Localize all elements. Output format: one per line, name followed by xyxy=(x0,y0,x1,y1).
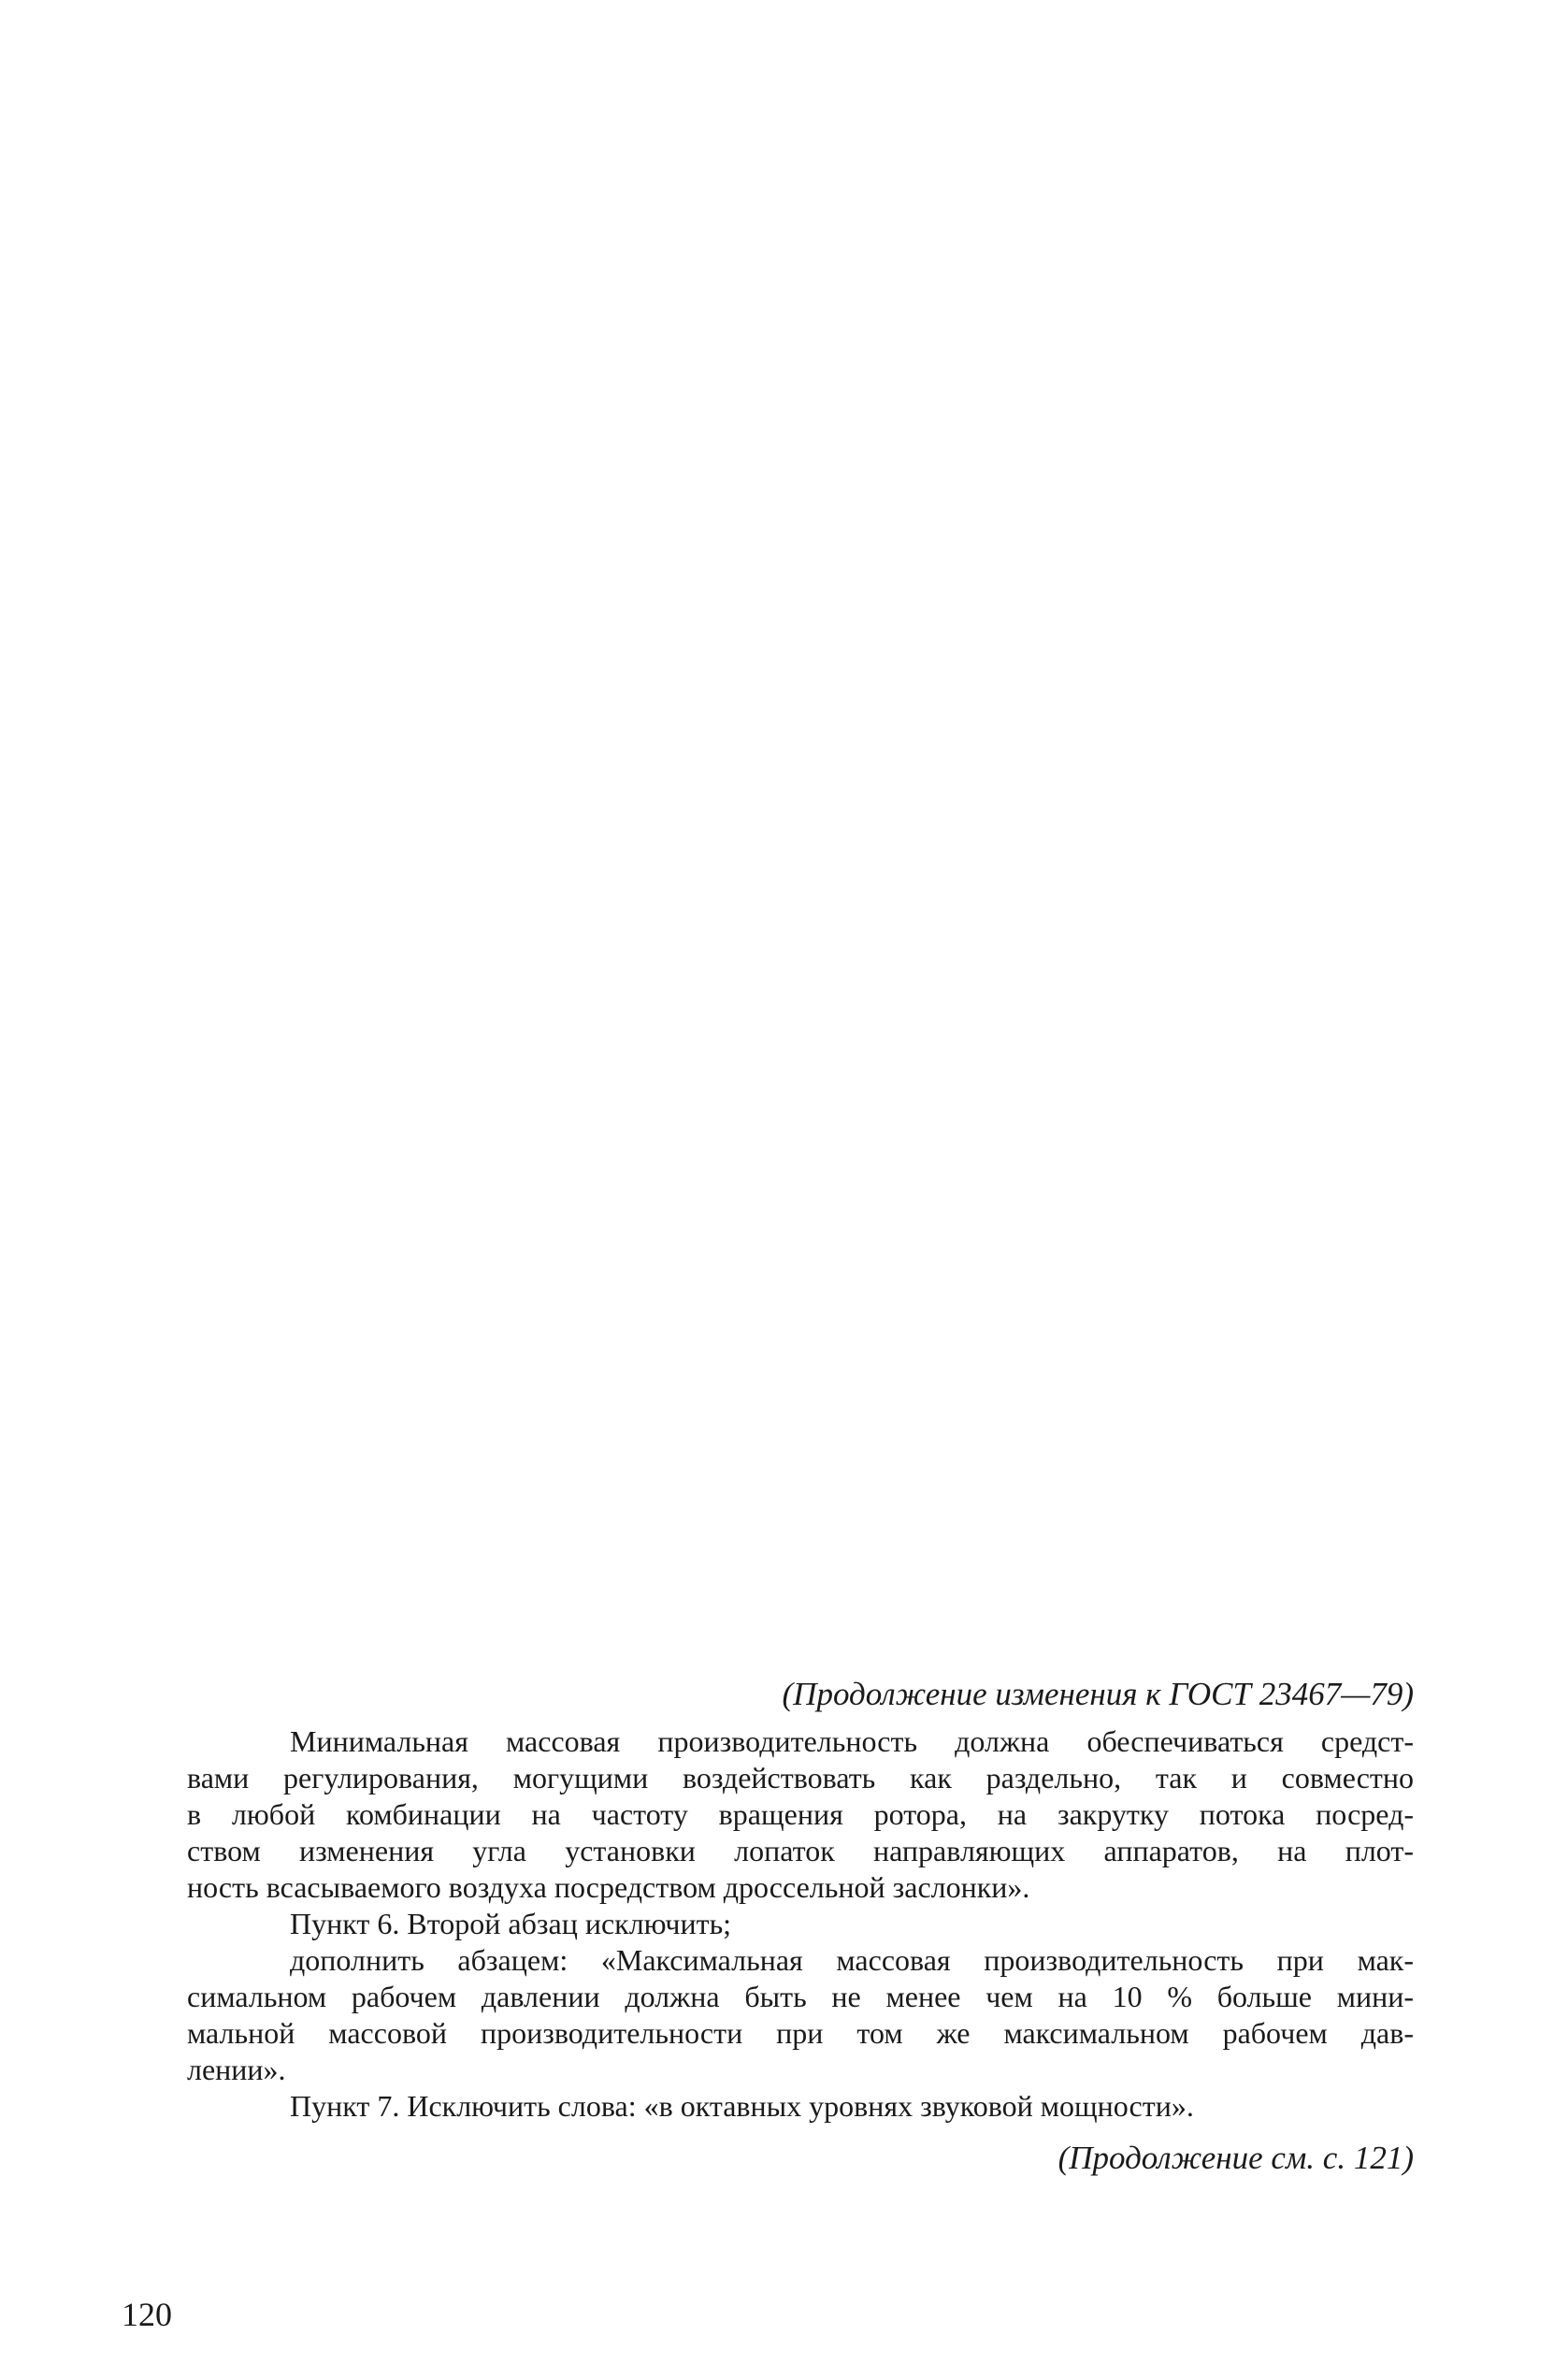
text-line: Пункт 6. Второй абзац исключить; xyxy=(290,1907,732,1940)
text-line: ность всасываемого воздуха посредством дроссельной заслонки». xyxy=(187,1870,1030,1904)
paragraph-item-6 xyxy=(187,1906,1414,1942)
text-line: мальной массовой производительности при том же максимальном рабочем дав- xyxy=(187,2016,1414,2050)
text-line: лении». xyxy=(187,2053,286,2086)
paragraph-item-7 xyxy=(187,2088,1414,2125)
continuation-header: (Продолжение изменения к ГОСТ 23467—79) xyxy=(782,1676,1414,1712)
page-number: 120 xyxy=(122,2296,172,2333)
continuation-footer: (Продолжение см. с. 121) xyxy=(1057,2140,1414,2176)
text-block xyxy=(187,1676,1414,2176)
text-line: ством изменения угла установки лопаток направляющих аппаратов, на плот- xyxy=(187,1834,1414,1867)
text-line: симальном рабочем давлении должна быть не менее чем на 10 % больше мини- xyxy=(187,1980,1414,2013)
text-line: вами регулирования, могущими воздействовать как раздельно, так и совместно xyxy=(187,1761,1414,1795)
paragraph-min-mass-flow xyxy=(187,1723,1414,1906)
text-line: в любой комбинации на частоту вращения ротора, на закрутку потока посред- xyxy=(187,1797,1414,1831)
paragraph-max-mass-flow xyxy=(187,1942,1414,2088)
text-line: Пункт 7. Исключить слова: «в октавных уровнях звуковой мощности». xyxy=(290,2089,1194,2123)
text-line: Минимальная массовая производительность должна обеспечиваться средст- xyxy=(290,1724,1414,1758)
text-line: дополнить абзацем: «Максимальная массовая производительность при мак- xyxy=(290,1943,1414,1977)
